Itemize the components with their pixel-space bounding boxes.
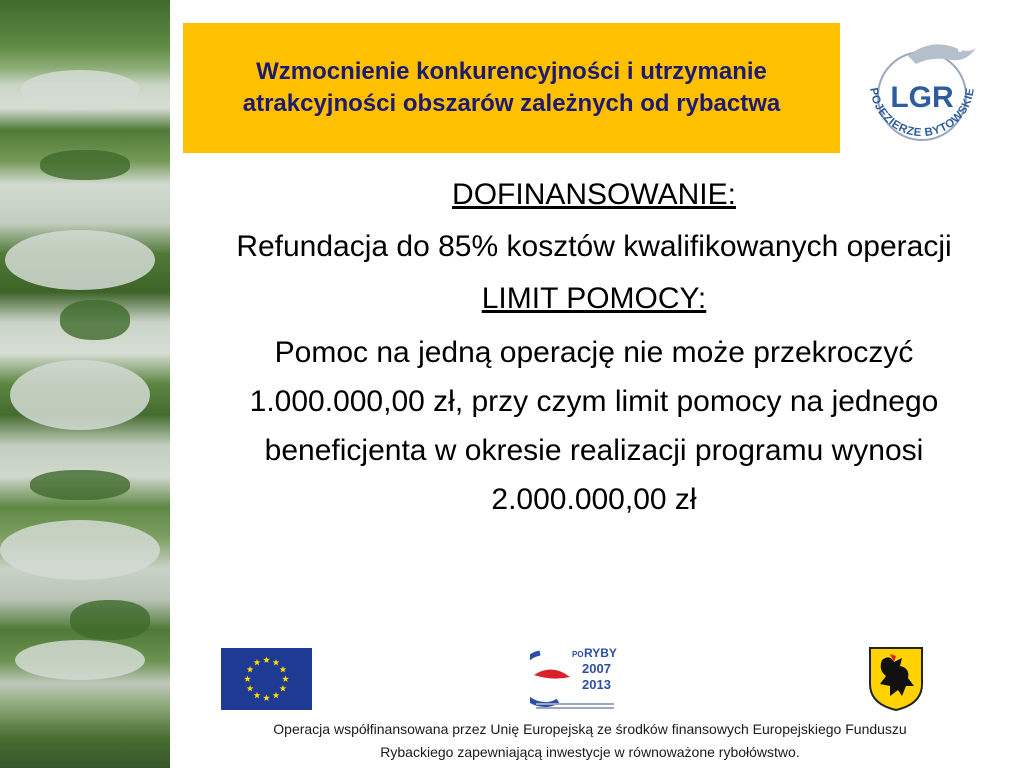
funding-heading: DOFINANSOWANIE: <box>452 178 736 211</box>
footer-cofinancing-note <box>190 718 990 764</box>
fish-icon <box>534 669 570 678</box>
title-banner <box>183 23 840 153</box>
po-ryby-logo <box>530 645 620 713</box>
svg-text:PO: PO <box>572 650 584 659</box>
footer-line-1: Operacja współfinansowana przez Unię Europejską ze środków finansowych Europejskiego Funduszu <box>273 721 907 737</box>
svg-text:2013: 2013 <box>582 677 611 692</box>
svg-text:2007: 2007 <box>582 661 611 676</box>
eu-flag-icon <box>221 648 312 710</box>
slide-title: Wzmocnienie konkurencyjności i utrzymanie atrakcyjności obszarów zależnych od rybactwa <box>242 58 781 117</box>
coat-of-arms-icon <box>868 646 924 712</box>
footer-line-2: Rybackiego zapewniającą inwestycje w równoważone rybołówstwo. <box>380 744 800 760</box>
side-landscape-photo <box>0 0 170 768</box>
limit-text: Pomoc na jedną operację nie może przekroczyć 1.000.000,00 zł, przy czym limit pomocy na jednego beneficjenta w okresie realizacji programu wynosi 2.000.000,00 zł <box>249 336 939 516</box>
fish-icon <box>908 44 976 64</box>
limit-heading: LIMIT POMOCY: <box>481 282 707 315</box>
svg-text:RYBY: RYBY <box>584 646 617 660</box>
lgr-logo <box>856 36 988 148</box>
lgr-logo-ring-text: POJEZIERZE BYTOWSKIE <box>867 86 977 140</box>
main-content <box>196 172 992 524</box>
lgr-logo-text: LGR <box>890 81 954 114</box>
funding-text: Refundacja do 85% kosztów kwalifikowanych operacji <box>236 230 952 263</box>
